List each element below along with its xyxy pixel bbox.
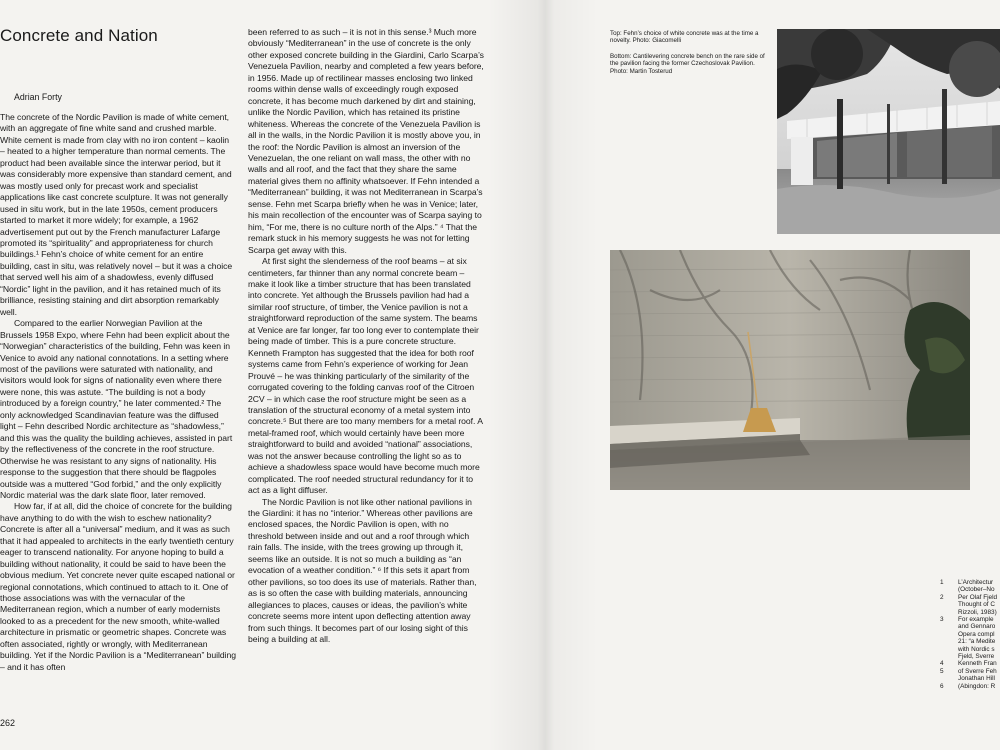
author-name: Adrian Forty [14, 92, 62, 102]
footnote-text: Opera compl [958, 630, 995, 638]
text-column-1 [0, 112, 236, 673]
footnote-line [940, 631, 1000, 638]
pavilion-photo-image [777, 29, 1000, 234]
bench-photo-image [610, 250, 970, 490]
footnote-line [940, 683, 1000, 690]
paragraph: The Nordic Pavilion is not like other national pavilions in the Giardini: it has no “interior.” Whereas other pavilions are enclosed spaces, the Nordic Pavilion is open, with no threshold between inside and out and a roof through which rain falls. The inside, with the trees growing up through it, seems like an outside. It is not so much a building as “an evocation of a weather condition.” ⁶ If this sets it apart from other pavilions, so too does its use of materials. Rather than, as is so often the case with building materials, announcing allegiances to places, causes or ideas, the pavilion’s white concrete seems more intent upon deflecting attention away from such things. It becomes part of our losing sight of this being a building at all. [248, 496, 477, 645]
article-title: Concrete and Nation [0, 26, 158, 45]
footnote-line [940, 594, 1000, 601]
footnote-line [940, 646, 1000, 653]
footnote-text: For example [958, 616, 994, 624]
caption-top: Top: Fehn’s choice of white concrete was at the time a novelty. Photo: Giacomelli [610, 30, 759, 45]
caption-bottom: Bottom: Cantilevering concrete bench on the rare side of the pavilion facing the former Czechoslovak Pavilion. Photo: Martin Tosterud [610, 52, 765, 75]
paragraph: The concrete of the Nordic Pavilion is made of white cement, with an aggregate of fine white sand and crushed marble. White cement is made from clay with no iron content – kaolin – heated to a higher temperature than normal cements. The product had been available since the interwar period, but it was considerably more expensive than standard cement, and was mostly used only for precast work and specialist applications like cast concrete sculpture. It was not generally used in situ work, but in the late 1950s, cement producers started to market it more widely; for example, a 1962 advertisement put out by the French manufacturer Lafarge promoted its “spirituality” and appropriateness for church buildings.¹ Fehn’s choice of white cement for an entire building, cast in situ, was relatively novel – but it was a choice that served well his aim of a shadowless, evenly diffused “Nordic” light in the pavilion, and it has retained much of its brilliance, resisting staining and dirt absorption remarkably well. [0, 112, 233, 317]
footnote-text: (Abingdon: R [958, 682, 996, 690]
footnote-number [940, 631, 958, 638]
footnote-line [940, 616, 1000, 623]
footnote-number [940, 646, 958, 653]
pavilion-photo [777, 29, 1000, 234]
footnote-line [940, 638, 1000, 645]
footnote-line [940, 668, 1000, 675]
footnote-text: 21: “a Medite [958, 638, 996, 646]
footnote-text: Rizzoli, 1983) [958, 608, 997, 616]
footnote-number: 2 [940, 593, 944, 601]
footnote-line [940, 653, 1000, 660]
footnote-line [940, 601, 1000, 608]
footnote-line [940, 609, 1000, 616]
paragraph: How far, if at all, did the choice of concrete for the building have anything to do with the wish to eschew nationality? Concrete is after all a “universal” medium, and it was as such that it had appealed to architects in the early twentieth century eager to transcend nationality. For anyone hoping to build a building without nationality, it could be said to have been the obvious medium. Yet concrete never quite escaped national or regional connotations, which continued to attach to it. One of those associations was with the vernacular of the Mediterranean region, which a number of early modernists looked to as a precedent for the new smooth, white-walled architecture in prismatic or geometric shapes. Concrete was often associated, rightly or wrongly, with Mediterranean building. Yet if the Nordic Pavilion is a “Mediterranean” building – and it has often [0, 501, 236, 672]
footnote-number: 3 [940, 616, 944, 624]
footnote-text: Thought of C [958, 601, 995, 609]
gutter-shadow [488, 0, 598, 750]
footnote-number [940, 638, 958, 645]
bench-photo [610, 250, 970, 490]
footnote-line [940, 579, 1000, 586]
paragraph: At first sight the slenderness of the roof beams – at six centimeters, far thinner than any normal concrete beam – make it look like a timber structure that has been translated into concrete. Yet although the Brussels pavilion had had a similar roof structure, of timber, the Venice pavilion is not a straightforward reproduction of the same system. The beams at Venice are far longer, far too long ever to contemplate their being made of timber. This is a pure concrete structure. Kenneth Frampton has suggested that the idea for both roof systems came from Fehn’s experience of working for Jean Prouvé – he was thinking particularly of the similarity of the corrugated covering to the folding canvas roof of the Citroen 2CV – in which case the roof structure might be seen as a translation of the structural economy of a metal system into concrete.⁵ But there are too many members for a metal roof. A metal-framed roof, which would certainly have been more straightforward to build and avoided “national” associations, was not the answer because controlling the light so as to achieve a shadowless space would have become much more complicated. The roof needed structural redundancy for it to act as a light diffuser. [248, 256, 483, 496]
footnotes [940, 579, 1000, 690]
footnote-number [940, 609, 958, 616]
paragraph: Compared to the earlier Norwegian Pavilion at the Brussels 1958 Expo, where Fehn had been explicit about the “Norwegian” characteristics of the building, Fehn was keen in Venice to avoid any national connotations. In a setting where most of the pavilions were saturated with nationality, and visitors would look for signs of nationality even where there were none, this was astute. “The building is not a body introduced by a foreign country,” he later commented.² The only acknowledged Scandinavian feature was the diffused light – Fehn described Nordic architecture as “shadowless,” and this was the quality the building achieves, assisted in part by the reflectiveness of the concrete in the roof structure. Otherwise he was resistant to any signs of nationality. His response to the suggestion that there should be flagpoles outside was a muttered “God forbid,” and the only explicitly Nordic material was the dark slate floor, later removed. [0, 318, 233, 500]
footnote-text: with Nordic s [958, 645, 995, 653]
footnote-text: Fjeld, Sverre [958, 653, 995, 661]
footnote-number [940, 623, 958, 630]
footnote-number [940, 601, 958, 608]
page-number: 262 [0, 718, 16, 728]
text-column-2 [248, 27, 484, 645]
footnote-line [940, 675, 1000, 682]
footnote-line [940, 660, 1000, 667]
footnote-text: Kenneth Fran [958, 660, 997, 668]
footnote-line [940, 586, 1000, 593]
footnote-text: Jonathan Hill [958, 675, 995, 683]
footnote-number [940, 675, 958, 682]
footnote-text: Per Olaf Fjeld [958, 593, 998, 601]
footnote-text: (October–No [958, 586, 995, 594]
footnote-number [940, 653, 958, 660]
paragraph: been referred to as such – it is not in this sense.³ Much more obviously “Mediterranean” in the use of concrete is the only other exposed concrete building in the Giardini, Carlo Scarpa’s Venezuela Pavilion, nearby and completed a few years before, in 1956. Made up of rectilinear masses enclosing two linked rooms within dense walls of exceedingly rough exposed concrete, it has become much darkened by dirt and staining, unlike the Nordic Pavilion, which has retained its pristine whiteness. Whereas the concrete of the Venezuela Pavilion is all in the walls, in the Nordic Pavilion it is mostly above you, in the roof: the Nordic Pavilion is almost an inversion of the Venezuelan, the one reliant on wall mass, the other with no walls and all roof, and the fact that they share the same material gives them no affinity whatsoever. If Fehn intended a “Mediterranean” building, it was not Mediterranean in Scarpa’s sense. Fehn met Scarpa briefly when he was in Venice; later, his main recollection of the encounter was of Scarpa saying to him, “For me, there is no culture north of the Alps.” ⁴ That the remark stuck in his memory suggests he was not for letting Scarpa get away with this. [248, 27, 484, 255]
footnote-number [940, 586, 958, 593]
footnote-text: and Gennaro [958, 623, 996, 631]
footnote-number: 4 [940, 660, 944, 668]
footnote-line [940, 623, 1000, 630]
footnote-text: of Sverre Feh [958, 667, 997, 675]
footnote-number: 1 [940, 579, 944, 586]
footnote-text: L’Architectur [958, 579, 994, 586]
footnote-number: 6 [940, 682, 944, 690]
photo-captions [610, 30, 770, 83]
footnote-number: 5 [940, 667, 944, 675]
